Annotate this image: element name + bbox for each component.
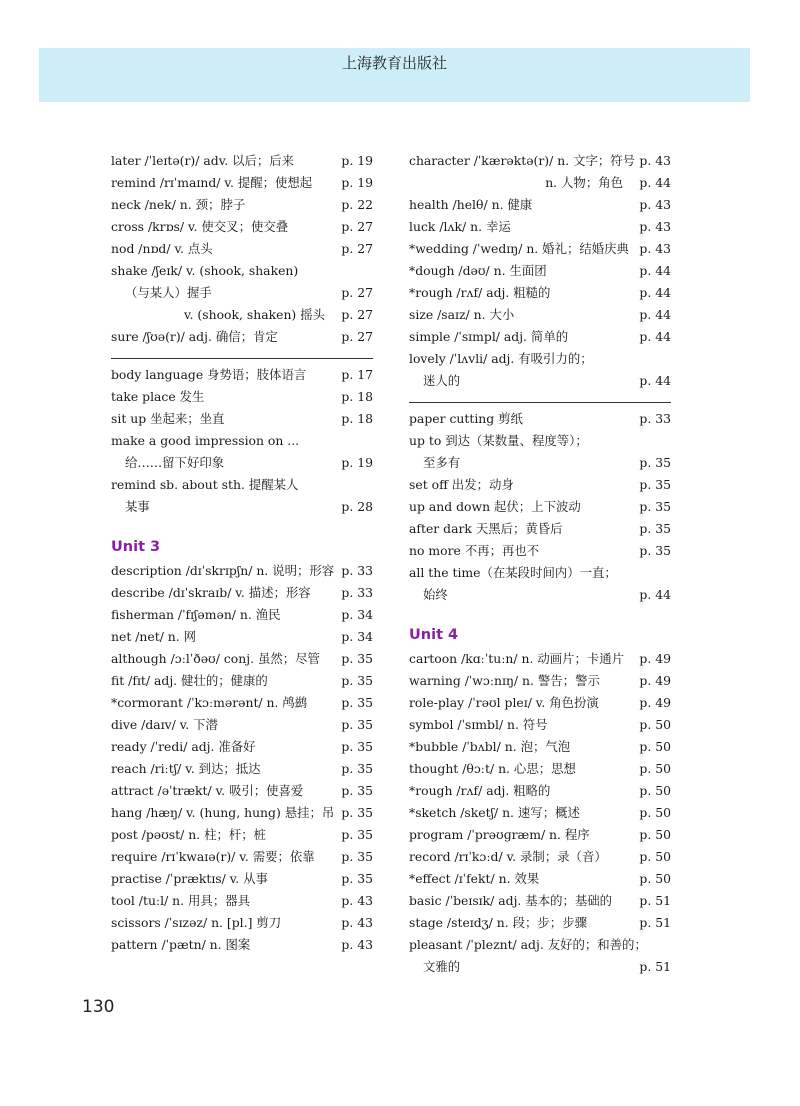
entry-text: *effect /ɪˈfekt/ n. 效果 (409, 871, 540, 886)
vocab-entry (409, 802, 671, 824)
vocab-entry (111, 408, 373, 430)
page-ref: p. 33 (341, 585, 373, 600)
page-ref: p. 50 (639, 739, 671, 754)
entry-text: description /dɪˈskrɪpʃn/ n. 说明；形容 (111, 563, 335, 578)
vocab-entry (111, 648, 373, 670)
vocab-entry (111, 238, 373, 260)
vocab-entry (409, 216, 671, 238)
page-ref: p. 27 (341, 329, 373, 344)
vocab-entry (111, 216, 373, 238)
page-ref: p. 35 (341, 783, 373, 798)
page-ref: p. 35 (341, 695, 373, 710)
publisher-name: 上海教育出版社 (341, 54, 447, 72)
page-ref: p. 35 (341, 761, 373, 776)
entry-text: later /ˈleɪtə(r)/ adv. 以后；后来 (111, 153, 295, 168)
page-ref: p. 35 (639, 455, 671, 470)
page-ref: p. 43 (639, 219, 671, 234)
page-ref: p. 35 (341, 717, 373, 732)
entry-text: take place 发生 (111, 389, 205, 404)
page-number: 130 (82, 997, 115, 1017)
page-ref: p. 50 (639, 717, 671, 732)
entry-text: net /net/ n. 网 (111, 629, 197, 644)
entry-text: program /ˈprəʊɡræm/ n. 程序 (409, 827, 590, 842)
entry-text: symbol /ˈsɪmbl/ n. 符号 (409, 717, 548, 732)
vocab-entry (409, 890, 671, 912)
entry-text: *dough /dəʊ/ n. 生面团 (409, 263, 547, 278)
vocab-entry (409, 758, 671, 780)
entry-text: all the time（在某段时间内）一直； (409, 565, 617, 580)
entry-text: no more 不再；再也不 (409, 543, 540, 558)
entry-text: 给……留下好印象 (125, 455, 225, 470)
page-ref: p. 43 (341, 893, 373, 908)
page-ref: p. 50 (639, 761, 671, 776)
entry-text: luck /lʌk/ n. 幸运 (409, 219, 511, 234)
page-ref: p. 35 (341, 739, 373, 754)
entry-text: size /saɪz/ n. 大小 (409, 307, 515, 322)
page-ref: p. 27 (341, 307, 373, 322)
vocab-entry (409, 326, 671, 348)
entry-text: make a good impression on ... (111, 433, 300, 448)
vocab-entry (111, 758, 373, 780)
entry-text: remind /rɪˈmaɪnd/ v. 提醒；使想起 (111, 175, 313, 190)
entry-text: basic /ˈbeɪsɪk/ adj. 基本的；基础的 (409, 893, 613, 908)
entry-text: tool /tuːl/ n. 用具；器具 (111, 893, 250, 908)
page-ref: p. 34 (341, 607, 373, 622)
entry-text: （与某人）握手 (125, 285, 212, 300)
vocab-entry (409, 348, 671, 370)
vocab-entry (111, 452, 373, 474)
page-ref: p. 44 (639, 175, 671, 190)
entry-text: sit up 坐起来；坐直 (111, 411, 225, 426)
page-ref: p. 44 (639, 373, 671, 388)
vocab-entry (409, 430, 671, 452)
page-ref: p. 35 (639, 499, 671, 514)
entry-text: require /rɪˈkwaɪə(r)/ v. 需要；依靠 (111, 849, 315, 864)
entry-text: neck /nek/ n. 颈；脖子 (111, 197, 246, 212)
page-ref: p. 18 (341, 389, 373, 404)
vocab-entry (409, 562, 671, 584)
vocab-entry (409, 370, 671, 392)
vocabulary-column-right (409, 150, 671, 978)
vocab-entry (409, 824, 671, 846)
vocab-entry (111, 150, 373, 172)
entry-text: pattern /ˈpætn/ n. 图案 (111, 937, 251, 952)
entry-text: *wedding /ˈwedɪŋ/ n. 婚礼；结婚庆典 (409, 241, 629, 256)
entry-text: after dark 天黑后；黄昏后 (409, 521, 563, 536)
page-ref: p. 35 (341, 827, 373, 842)
page-ref: p. 43 (639, 197, 671, 212)
page-ref: p. 27 (341, 219, 373, 234)
vocab-entry (111, 692, 373, 714)
page-ref: p. 49 (639, 695, 671, 710)
page-ref: p. 28 (341, 499, 373, 514)
page-ref: p. 35 (341, 651, 373, 666)
vocab-entry (409, 648, 671, 670)
vocab-entry (409, 150, 671, 172)
vocab-entry (409, 282, 671, 304)
entry-text: 文雅的 (423, 959, 461, 974)
page-ref: p. 44 (639, 285, 671, 300)
entry-text: *rough /rʌf/ adj. 粗糙的 (409, 285, 551, 300)
entry-text: cross /krɒs/ v. 使交叉；使交叠 (111, 219, 289, 234)
vocab-entry (111, 714, 373, 736)
entry-text: up to 到达（某数量、程度等）； (409, 433, 588, 448)
entry-text: cartoon /kɑːˈtuːn/ n. 动画片；卡通片 (409, 651, 625, 666)
entry-text: 某事 (125, 499, 150, 514)
vocabulary-column-left (111, 150, 373, 956)
entry-text: describe /dɪˈskraɪb/ v. 描述；形容 (111, 585, 311, 600)
page-ref: p. 35 (639, 477, 671, 492)
page-ref: p. 35 (341, 871, 373, 886)
vocab-entry (111, 912, 373, 934)
entry-text: fisherman /ˈfɪʃəmən/ n. 渔民 (111, 607, 281, 622)
page-ref: p. 35 (639, 543, 671, 558)
vocab-entry (111, 824, 373, 846)
vocab-entry (409, 540, 671, 562)
page-ref: p. 33 (341, 563, 373, 578)
vocab-entry (409, 934, 671, 956)
vocab-entry (409, 260, 671, 282)
entry-text: thought /θɔːt/ n. 心思；思想 (409, 761, 576, 776)
vocab-entry (409, 670, 671, 692)
page-ref: p. 44 (639, 587, 671, 602)
entry-text: dive /daɪv/ v. 下潜 (111, 717, 218, 732)
page-ref: p. 49 (639, 651, 671, 666)
vocab-entry (111, 582, 373, 604)
vocab-entry (111, 304, 373, 326)
vocab-entry (111, 670, 373, 692)
vocab-entry (111, 282, 373, 304)
vocab-entry (409, 496, 671, 518)
vocab-entry (409, 474, 671, 496)
page-ref: p. 50 (639, 849, 671, 864)
entry-text: *bubble /ˈbʌbl/ n. 泡；气泡 (409, 739, 571, 754)
entry-text: *rough /rʌf/ adj. 粗略的 (409, 783, 551, 798)
vocab-entry (409, 780, 671, 802)
page-ref: p. 49 (639, 673, 671, 688)
page-ref: p. 44 (639, 307, 671, 322)
entry-text: role-play /ˈrəʊl pleɪ/ v. 角色扮演 (409, 695, 599, 710)
vocab-entry (409, 736, 671, 758)
page-ref: p. 35 (341, 805, 373, 820)
entry-text: remind sb. about sth. 提醒某人 (111, 477, 299, 492)
page-ref: p. 43 (341, 937, 373, 952)
entry-text: n. 人物；角色 (545, 175, 623, 190)
entry-text: body language 身势语；肢体语言 (111, 367, 307, 382)
entry-text: practise /ˈpræktɪs/ v. 从事 (111, 871, 268, 886)
page-ref: p. 33 (639, 411, 671, 426)
vocab-entry (111, 890, 373, 912)
vocab-entry (111, 194, 373, 216)
page-ref: p. 19 (341, 175, 373, 190)
entry-text: sure /ʃʊə(r)/ adj. 确信；肯定 (111, 329, 278, 344)
vocab-entry (111, 560, 373, 582)
entry-text: stage /steɪdʒ/ n. 段；步；步骤 (409, 915, 587, 930)
vocab-entry (111, 934, 373, 956)
page-ref: p. 50 (639, 871, 671, 886)
entry-text: 至多有 (423, 455, 461, 470)
vocab-entry (111, 604, 373, 626)
page-ref: p. 43 (639, 153, 671, 168)
entry-text: record /rɪˈkɔːd/ v. 录制；录（音） (409, 849, 607, 864)
vocab-entry (409, 956, 671, 978)
vocab-entry (111, 364, 373, 386)
vocab-entry (409, 518, 671, 540)
entry-text: attract /əˈtrækt/ v. 吸引；使喜爱 (111, 783, 304, 798)
entry-text: 迷人的 (423, 373, 461, 388)
entry-text: ready /ˈredi/ adj. 准备好 (111, 739, 256, 754)
entry-text: *cormorant /ˈkɔːmərənt/ n. 鸬鹚 (111, 695, 308, 710)
page-ref: p. 43 (639, 241, 671, 256)
entry-text: lovely /ˈlʌvli/ adj. 有吸引力的； (409, 351, 593, 366)
page-ref: p. 35 (341, 849, 373, 864)
vocab-entry (409, 584, 671, 606)
page-ref: p. 50 (639, 783, 671, 798)
vocab-entry (111, 172, 373, 194)
entry-text: *sketch /sketʃ/ n. 速写；概述 (409, 805, 580, 820)
vocab-entry (409, 194, 671, 216)
vocab-entry (409, 868, 671, 890)
entry-text: fit /fɪt/ adj. 健壮的；健康的 (111, 673, 268, 688)
vocab-entry (409, 304, 671, 326)
page-ref: p. 27 (341, 285, 373, 300)
vocab-entry (409, 452, 671, 474)
page-ref: p. 51 (639, 959, 671, 974)
page-ref: p. 19 (341, 153, 373, 168)
entry-text: warning /ˈwɔːnɪŋ/ n. 警告；警示 (409, 673, 600, 688)
vocab-entry (409, 172, 671, 194)
vocab-entry (409, 238, 671, 260)
unit-heading: Unit 3 (111, 539, 161, 555)
vocab-entry (111, 386, 373, 408)
entry-text: paper cutting 剪纸 (409, 411, 523, 426)
vocab-entry (111, 626, 373, 648)
page-ref: p. 34 (341, 629, 373, 644)
entry-text: hang /hæŋ/ v. (hung, hung) 悬挂；吊 (111, 805, 335, 820)
entry-text: scissors /ˈsɪzəz/ n. [pl.] 剪刀 (111, 915, 282, 930)
vocab-entry (111, 868, 373, 890)
vocab-entry (111, 326, 373, 348)
page-ref: p. 18 (341, 411, 373, 426)
vocab-entry (111, 260, 373, 282)
page-ref: p. 51 (639, 915, 671, 930)
unit-heading: Unit 4 (409, 627, 459, 643)
entry-text: reach /riːtʃ/ v. 到达；抵达 (111, 761, 261, 776)
entry-text: shake /ʃeɪk/ v. (shook, shaken) (111, 263, 299, 278)
vocab-entry (409, 714, 671, 736)
vocab-entry (111, 496, 373, 518)
page-ref: p. 50 (639, 827, 671, 842)
entry-text: simple /ˈsɪmpl/ adj. 简单的 (409, 329, 569, 344)
entry-text: health /helθ/ n. 健康 (409, 197, 533, 212)
vocab-entry (111, 430, 373, 452)
page-ref: p. 35 (639, 521, 671, 536)
vocab-entry (111, 780, 373, 802)
entry-text: post /pəʊst/ n. 柱；杆；桩 (111, 827, 267, 842)
vocab-entry (409, 846, 671, 868)
page-ref: p. 27 (341, 241, 373, 256)
entry-text: up and down 起伏；上下波动 (409, 499, 581, 514)
page-ref: p. 51 (639, 893, 671, 908)
section-divider (111, 358, 373, 359)
entry-text: nod /nɒd/ v. 点头 (111, 241, 213, 256)
entry-text: pleasant /ˈpleznt/ adj. 友好的；和善的； (409, 937, 647, 952)
page-ref: p. 17 (341, 367, 373, 382)
section-divider (409, 402, 671, 403)
page-ref: p. 44 (639, 329, 671, 344)
header-banner (39, 48, 750, 102)
vocab-entry (409, 408, 671, 430)
entry-text: set off 出发；动身 (409, 477, 514, 492)
page-ref: p. 35 (341, 673, 373, 688)
entry-text: although /ɔːlˈðəʊ/ conj. 虽然；尽管 (111, 651, 320, 666)
page-ref: p. 19 (341, 455, 373, 470)
vocab-entry (111, 736, 373, 758)
page-ref: p. 50 (639, 805, 671, 820)
vocab-entry (409, 912, 671, 934)
entry-text: 始终 (423, 587, 448, 602)
vocab-entry (409, 692, 671, 714)
page-ref: p. 43 (341, 915, 373, 930)
vocab-entry (111, 802, 373, 824)
vocab-entry (111, 846, 373, 868)
entry-text: character /ˈkærəktə(r)/ n. 文字；符号 (409, 153, 636, 168)
entry-text: v. (shook, shaken) 摇头 (184, 307, 325, 322)
page-ref: p. 22 (341, 197, 373, 212)
vocab-entry (111, 474, 373, 496)
page-ref: p. 44 (639, 263, 671, 278)
